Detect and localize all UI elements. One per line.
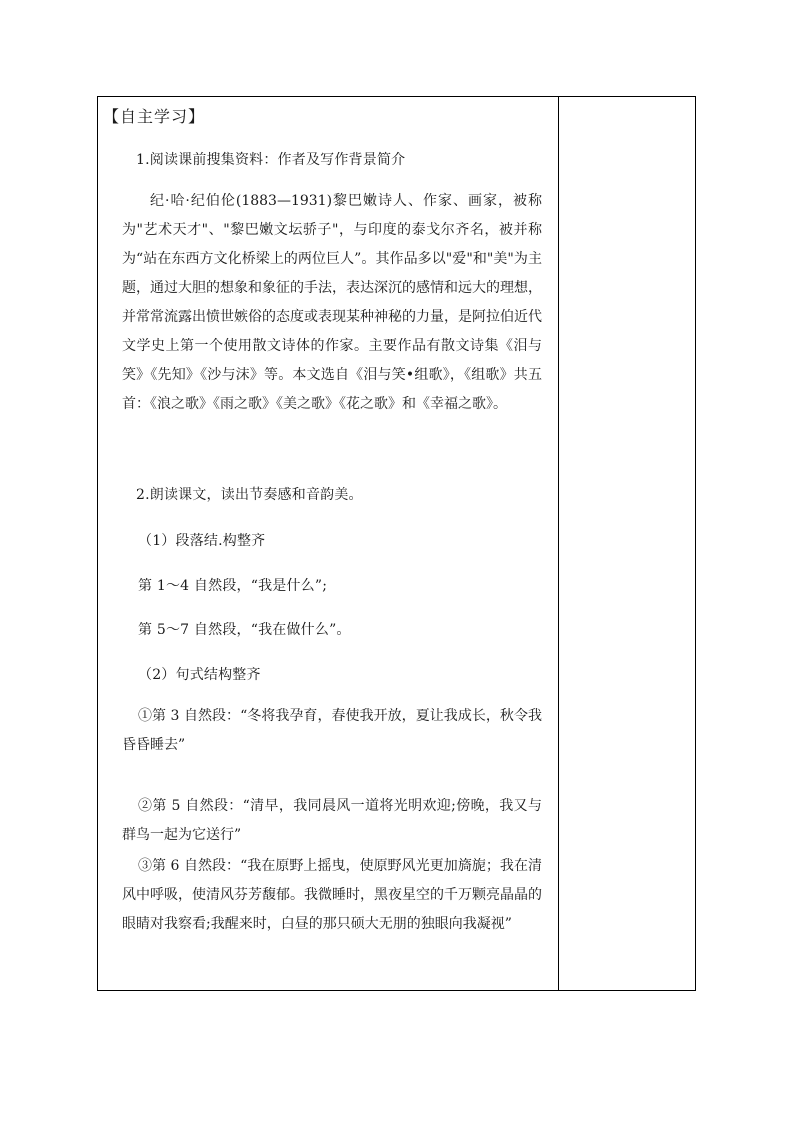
notes-cell [559,97,695,990]
example-1: ①第 3 自然段：“冬将我孕育，春使我开放，夏让我成长，秋令我昏昏睡去” [122,708,542,753]
bio-paragraph: 纪·哈·纪伯伦(1883—1931)黎巴嫩诗人、作家、画家，被称为"艺术天才"、"黎巴嫩文坛骄子"，与印度的泰戈尔齐名，被并称为“站在东西方文化桥梁上的两位巨人”。其作品多以"爱"和"美"为主题，通过大胆的想象和象征的手法，表达深沉的感情和远大的理想，并常常流露出愤世嫉俗的态度或表现某种神秘的力量，是阿拉伯近代文学史上第一个使用散文诗体的作家。主要作品有散文诗集《泪与笑》《先知》《沙与沫》等。本文选自《泪与笑•组歌》，《组歌》共五首：《浪之歌》《雨之歌》《美之歌》《花之歌》和《幸福之歌》。 [122,193,542,412]
sub1-heading: （1）段落结.构整齐 [138,533,266,549]
worksheet-table [97,96,696,991]
item1-heading: 1.阅读课前搜集资料：作者及写作背景简介 [136,152,406,168]
example-2: ②第 5 自然段：“清早，我同晨风一道将光明欢迎;傍晚，我又与群鸟一起为它送行” [122,798,542,843]
item2-heading: 2.朗读课文，读出节奏感和音韵美。 [136,487,363,503]
main-cell [98,97,558,990]
sub2-heading: （2）句式结构整齐 [138,667,261,683]
sub1-line1: 第 1～4 自然段，“我是什么”; [138,578,328,594]
sub1-line2: 第 5～7 自然段，“我在做什么”。 [138,622,351,638]
example-3: ③第 6 自然段：“我在原野上摇曳，使原野风光更加旖旎；我在清风中呼吸，使清风芬芳馥郁。我微睡时，黑夜星空的千万颗亮晶晶的眼睛对我察看;我醒来时，白昼的那只硕大无朋的独眼向我凝视” [122,858,542,932]
section-title: 【自主学习】 [103,107,206,126]
